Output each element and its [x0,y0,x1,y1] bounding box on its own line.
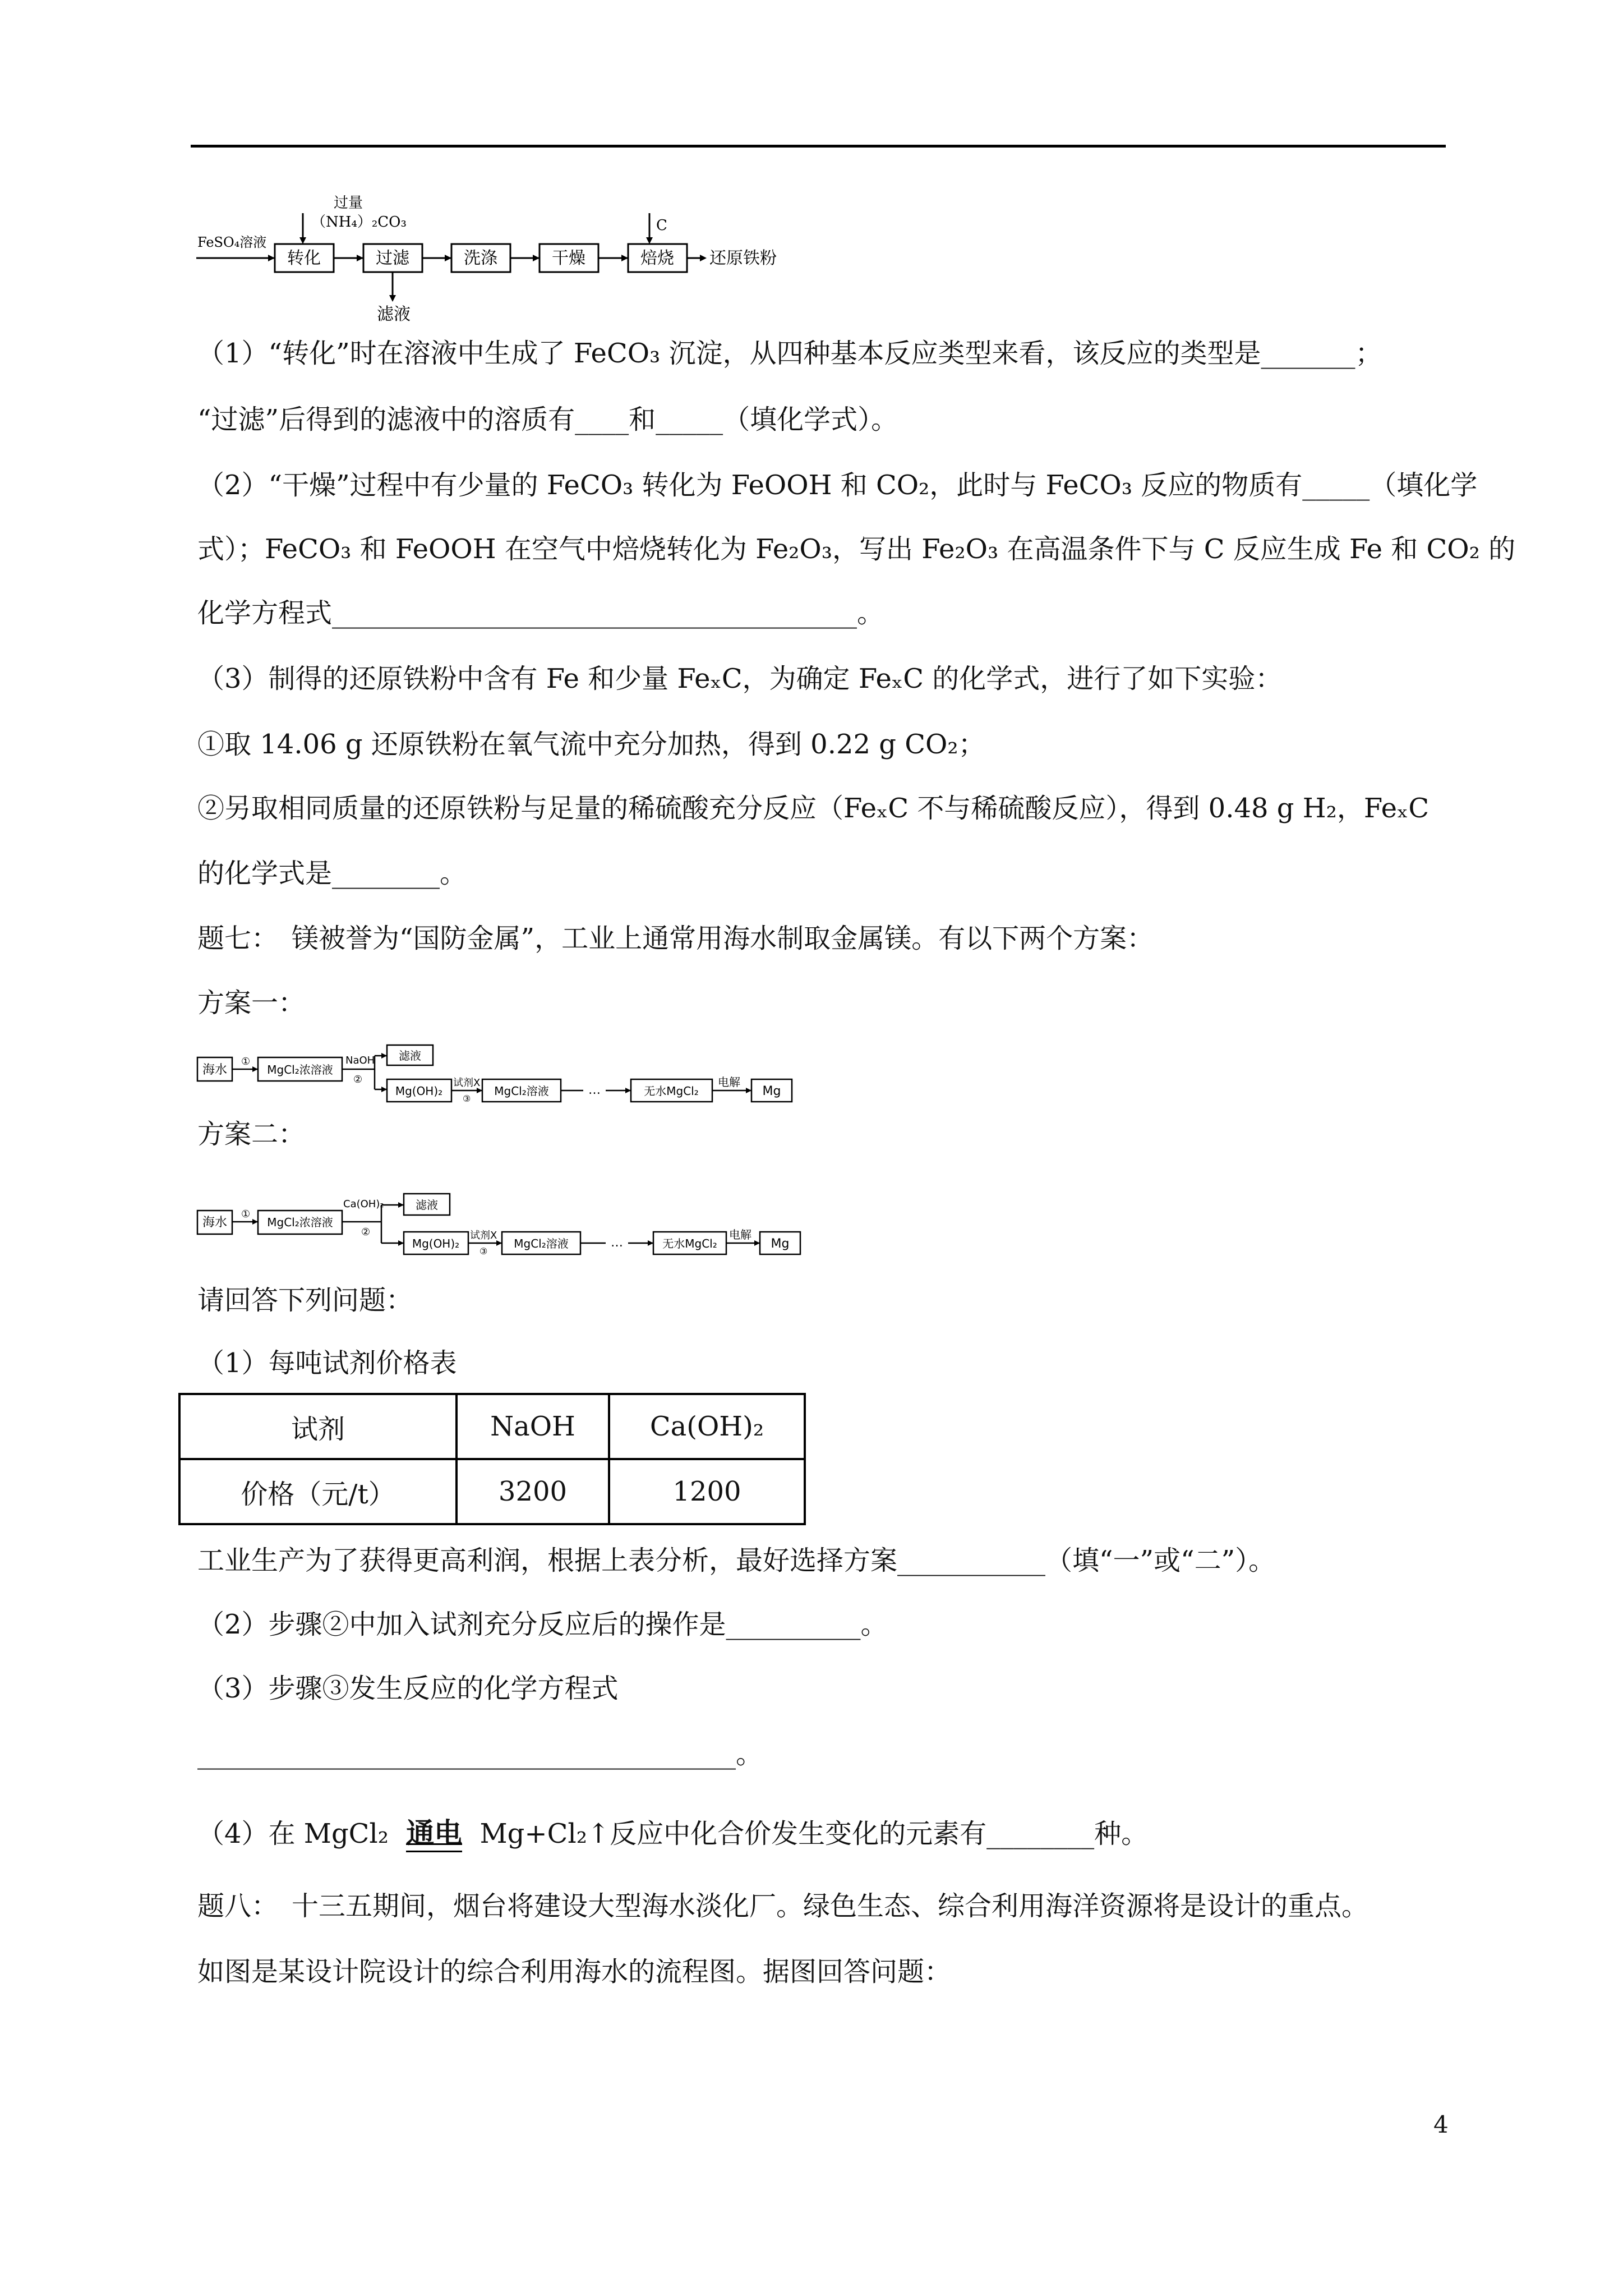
table-cell-naoh-price: 3200 [457,1459,609,1524]
s1-filtrate: 滤液 [399,1049,421,1062]
q8-line1: 题八： 十三五期间，烟台将建设大型海水淡化厂。绿色生态、综合利用海洋资源将是设计的重点。 [197,1890,1369,1922]
q7-sub3-blank: ________________________________________。 [197,1738,763,1770]
s2-step3: ③ [479,1246,488,1255]
q7-ask: 请回答下列问题： [197,1285,413,1316]
s2-step2: ② [361,1226,371,1238]
s2-reagent-x: 试剂X [470,1230,497,1241]
q7-sub4-part-b: Mg+Cl₂↑反应中化合价发生变化的元素有________种。 [479,1818,1149,1849]
q6-part3-line3: ②另取相同质量的还原铁粉与足量的稀硫酸充分反应（FeₓC 不与稀硫酸反应），得到 0.48 g H₂，FeₓC [197,793,1430,824]
s1-anhydrous-mgcl2: 无水MgCl₂ [644,1084,699,1098]
flow1-step-5: 焙烧 [640,249,674,268]
q6-part2-line1: （2）“干燥”过程中有少量的 FeCO₃ 转化为 FeOOH 和 CO₂，此时与 FeCO₃ 反应的物质有_____（填化学 [197,470,1478,501]
s1-mgcl2-sol: MgCl₂溶液 [494,1084,549,1098]
q6-part3-line4: 的化学式是________。 [197,858,467,889]
flow1-step-1: 转化 [287,249,321,268]
flow1-filtrate: 滤液 [377,305,411,324]
flow1-input: FeSO₄溶液 [197,234,267,250]
q7-sub1: （1）每吨试剂价格表 [197,1347,457,1379]
q7-profit-line: 工业生产为了获得更高利润，根据上表分析，最好选择方案___________（填“一”或“二”）。 [197,1545,1276,1576]
table-header-naoh: NaOH [457,1394,609,1459]
s2-anhydrous-mgcl2: 无水MgCl₂ [662,1237,717,1250]
s1-step3: ③ [463,1093,471,1104]
flow1-output: 还原铁粉 [709,249,777,268]
s2-electrolysis: 电解 [729,1228,751,1241]
header-rule [191,145,1446,148]
s1-mg: Mg [762,1084,781,1098]
s2-filtrate: 滤液 [416,1198,438,1212]
s1-step2: ② [353,1074,363,1085]
q7-title: 题七： 镁被誉为“国防金属”，工业上通常用海水制取金属镁。有以下两个方案： [197,923,1154,954]
q7-scheme2-label: 方案二： [197,1119,306,1150]
q6-part3-line2: ①取 14.06 g 还原铁粉在氧气流中充分加热，得到 0.22 g CO₂； [197,729,985,760]
flow1-step-3: 洗涤 [464,249,497,268]
s1-mgoh2: Mg(OH)₂ [395,1084,443,1098]
s2-dots: … [611,1236,623,1250]
table-cell-price-label: 价格（元/t） [179,1459,457,1524]
price-table [178,1393,806,1525]
q7-scheme1-label: 方案一： [197,987,306,1019]
table-row [179,1394,805,1459]
s2-reagent-caoh2: Ca(OH)₂ [343,1198,384,1210]
q6-part1-line2: “过滤”后得到的滤液中的溶质有____和_____（填化学式）。 [197,404,898,435]
iron-powder-flowchart [196,191,813,325]
s2-mgoh2: Mg(OH)₂ [412,1237,460,1250]
s1-step1: ① [241,1056,251,1068]
s2-mgcl2-conc: MgCl₂浓溶液 [267,1216,333,1229]
q7-sub3: （3）步骤③发生反应的化学方程式 [197,1673,619,1704]
scheme1-flowchart [196,1043,802,1105]
flow1-reagent-c: C [656,217,667,234]
flow1-reagent-formula: （NH₄）₂CO₃ [311,214,407,231]
q6-part1-line1: （1）“转化”时在溶液中生成了 FeCO₃ 沉淀，从四种基本反应类型来看，该反应的类型是_______； [197,338,1382,369]
s2-seawater: 海水 [202,1216,228,1230]
q7-sub4 [197,1816,1148,1851]
q7-sub2: （2）步骤②中加入试剂充分反应后的操作是__________。 [197,1609,888,1640]
s1-reagent-x: 试剂X [453,1077,481,1089]
s1-dots: … [588,1083,601,1097]
equals-sign [406,1843,462,1852]
q6-part2-line3: 化学方程式_______________________________________。 [197,597,884,629]
flow1-reagent-label: 过量 [334,195,363,211]
s2-step1: ① [241,1208,251,1220]
s1-seawater: 海水 [202,1063,228,1077]
q7-sub4-part-a: （4）在 MgCl₂ [197,1818,389,1849]
s2-mgcl2-sol: MgCl₂溶液 [514,1237,569,1250]
table-header-caoh2: Ca(OH)₂ [609,1394,805,1459]
s2-mg: Mg [771,1237,790,1251]
table-header-reagent: 试剂 [179,1394,457,1459]
electrolysis-condition [406,1816,462,1850]
s1-mgcl2-conc: MgCl₂浓溶液 [267,1063,333,1076]
table-cell-caoh2-price: 1200 [609,1459,805,1524]
q8-line2: 如图是某设计院设计的综合利用海水的流程图。据图回答问题： [197,1956,952,1987]
q6-part2-line2: 式）；FeCO₃ 和 FeOOH 在空气中焙烧转化为 Fe₂O₃，写出 Fe₂O₃ 在高温条件下与 C 反应生成 Fe 和 CO₂ 的 [197,533,1516,565]
s1-electrolysis: 电解 [718,1075,740,1089]
s1-reagent-naoh: NaOH [345,1055,375,1066]
electrolysis-condition-label: 通电 [406,1817,463,1849]
flow1-step-4: 干燥 [552,249,585,268]
table-row [179,1459,805,1524]
scheme2-flowchart [196,1188,802,1255]
page-number: 4 [1433,2111,1449,2138]
flow1-step-2: 过滤 [376,249,409,268]
q6-part3-line1: （3）制得的还原铁粉中含有 Fe 和少量 FeₓC，为确定 FeₓC 的化学式，进行了如下实验： [197,663,1283,694]
